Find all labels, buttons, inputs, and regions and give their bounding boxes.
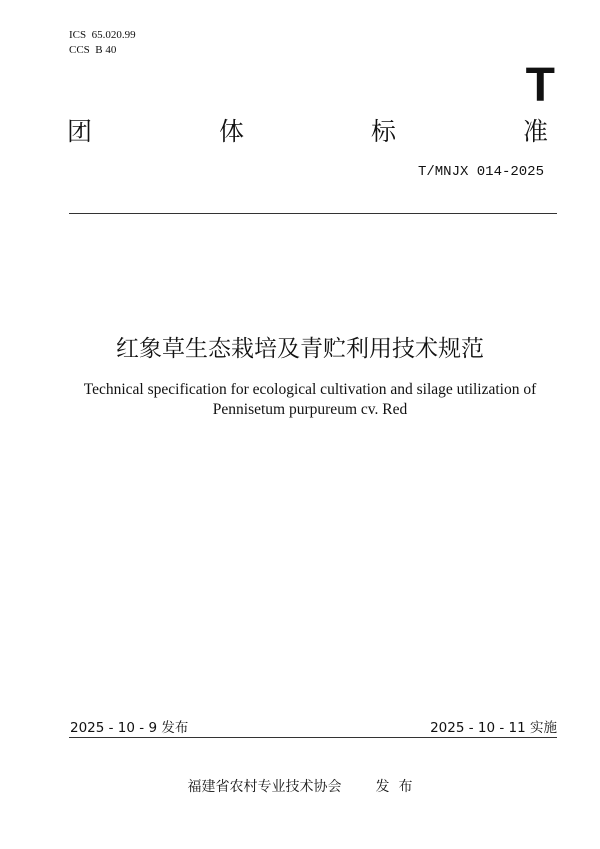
- standard-type-char: 体: [219, 117, 245, 146]
- ics-code: ICS 65.020.99: [69, 29, 136, 41]
- release-date: 2025 - 10 - 9 发布: [70, 720, 189, 736]
- standard-code: T/MNJX 014-2025: [417, 164, 544, 180]
- title-en: Technical specification for ecological cultivation and silage utilization of Pennisetum purpureum cv. Red: [83, 381, 537, 418]
- ccs-code: CCS B 40: [69, 44, 117, 56]
- publisher-line: [0, 776, 600, 796]
- standard-type-char: 准: [523, 117, 549, 146]
- publisher: 福建省农村专业技术协会: [187, 779, 342, 795]
- standard-logo: T: [525, 59, 555, 112]
- classification-codes: [69, 28, 136, 58]
- standard-type-char: 团: [67, 117, 93, 146]
- top-divider: [69, 213, 557, 214]
- title-cn: 红象草生态栽培及青贮利用技术规范: [116, 336, 484, 362]
- publish-word: 发 布: [375, 779, 413, 795]
- bottom-divider: [69, 737, 557, 738]
- implement-date: 2025 - 10 - 11 实施: [430, 720, 557, 736]
- standard-type-char: 标: [371, 117, 397, 146]
